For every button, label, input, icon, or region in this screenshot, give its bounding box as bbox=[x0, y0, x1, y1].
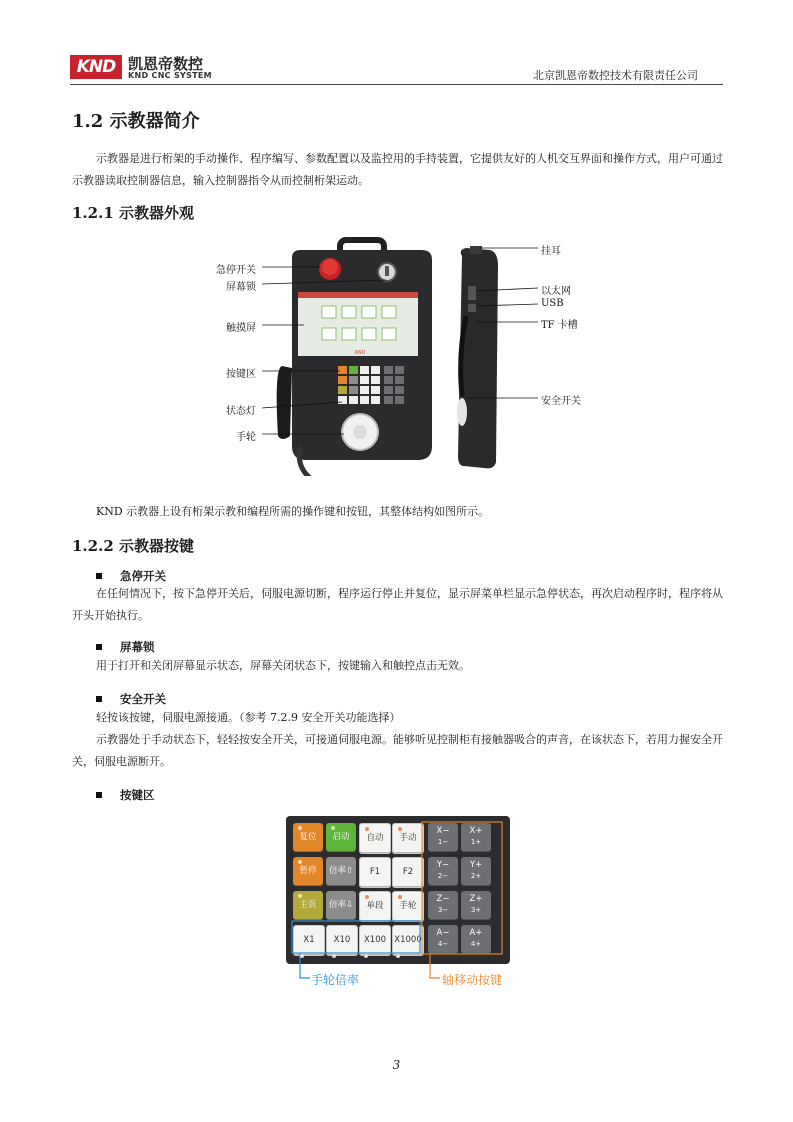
label-screen-lock: 屏幕锁 bbox=[226, 282, 256, 293]
item-title-screen-lock bbox=[96, 639, 155, 655]
axis-key-sub: 4− bbox=[437, 940, 449, 948]
bullet-square-icon bbox=[96, 696, 102, 702]
axis-key-main: Y− bbox=[436, 860, 450, 870]
page-number: 3 bbox=[392, 1058, 401, 1072]
label-keypad-area: 按键区 bbox=[226, 369, 256, 380]
item-title-text: 急停开关 bbox=[120, 569, 166, 583]
label-ethernet: 以太网 bbox=[541, 286, 571, 297]
label-axis-keys: 轴移动按键 bbox=[442, 973, 503, 987]
key-label: 自动 bbox=[366, 833, 384, 843]
item-text-safety-switch: 轻按该按键，伺服电源接通。（参考 7.2.9 安全开关功能选择） bbox=[96, 711, 401, 724]
item-text-screen-lock: 用于打开和关闭屏幕显示状态，屏幕关闭状态下，按键输入和触控点击无效。 bbox=[96, 659, 470, 672]
logo-english-name: KND CNC SYSTEM bbox=[128, 71, 212, 80]
axis-key-sub: 2+ bbox=[470, 872, 482, 880]
key-label: 主页 bbox=[299, 900, 317, 910]
bullet-square-icon bbox=[96, 644, 102, 650]
key-label: X10 bbox=[333, 935, 351, 945]
key-label: X1 bbox=[303, 935, 315, 945]
item-title-text: 屏幕锁 bbox=[120, 640, 155, 654]
key-label: 倍率⇩ bbox=[328, 900, 354, 910]
item-title-text: 按键区 bbox=[120, 788, 155, 802]
label-tf-slot: TF 卡槽 bbox=[541, 320, 578, 331]
item-title-safety-switch bbox=[96, 691, 166, 707]
bullet-square-icon bbox=[96, 573, 102, 579]
label-handwheel-rate: 手轮倍率 bbox=[311, 973, 360, 987]
figure-caption: KND 示教器上设有桁架示教和编程所需的操作键和按钮，其整体结构如图所示。 bbox=[96, 505, 490, 518]
key-label: X100 bbox=[363, 935, 387, 945]
key-label: 单段 bbox=[366, 901, 384, 911]
pendant-figure bbox=[200, 236, 600, 476]
key-label: F1 bbox=[369, 867, 381, 877]
header-divider bbox=[70, 84, 723, 85]
label-status-light: 状态灯 bbox=[226, 406, 256, 417]
axis-key-main: Y+ bbox=[469, 860, 483, 870]
axis-key-main: Z+ bbox=[469, 894, 483, 904]
axis-key-sub: 1+ bbox=[470, 838, 482, 846]
axis-key-sub: 4+ bbox=[470, 940, 482, 948]
item-title-estop bbox=[96, 568, 166, 584]
label-touchscreen: 触摸屏 bbox=[226, 323, 256, 334]
screen-brand: KND bbox=[354, 350, 366, 356]
pendant-illustration bbox=[200, 236, 600, 476]
axis-key-main: X+ bbox=[469, 826, 483, 836]
intro-paragraph: 示教器是进行桁架的手动操作、程序编写、参数配置以及监控用的手持装置，它提供友好的人机交互界面和操作方式，用户可通过示教器读取控制器信息，输入控制器指令从而控制桁架运动。 bbox=[72, 152, 723, 187]
key-label: 复位 bbox=[299, 832, 317, 842]
logo-chinese-name: 凯恩帝数控 bbox=[128, 55, 204, 73]
label-handwheel: 手轮 bbox=[236, 432, 256, 443]
item-text-safety-switch-detail: 示教器处于手动状态下，轻轻按安全开关，可接通伺服电源。能够听见控制柜有接触器吸合的声音，在该状态下，若用力握安全开关，伺服电源断开。 bbox=[72, 733, 723, 768]
label-usb: USB bbox=[541, 298, 564, 309]
axis-key-main: X− bbox=[436, 826, 450, 836]
item-title-keypad bbox=[96, 787, 155, 803]
subsection-title-keys: 1.2.2 示教器按键 bbox=[72, 537, 194, 555]
label-safety-switch: 安全开关 bbox=[541, 396, 581, 407]
bullet-square-icon bbox=[96, 792, 102, 798]
item-title-text: 安全开关 bbox=[120, 692, 166, 706]
key-label: 启动 bbox=[332, 832, 350, 842]
label-estop: 急停开关 bbox=[216, 265, 256, 276]
key-label: X1000 bbox=[394, 935, 422, 945]
axis-key-main: A− bbox=[436, 928, 450, 938]
axis-key-main: Z− bbox=[436, 894, 450, 904]
key-label: 暂停 bbox=[299, 866, 317, 876]
key-label: 手动 bbox=[399, 833, 417, 843]
logo-mark: KND bbox=[70, 55, 122, 79]
item-text-estop: 在任何情况下，按下急停开关后，伺服电源切断，程序运行停止并复位，显示屏菜单栏显示急停状态，再次启动程序时，程序将从开头开始执行。 bbox=[72, 587, 723, 622]
subsection-title-appearance: 1.2.1 示教器外观 bbox=[72, 204, 194, 222]
section-title: 1.2 示教器简介 bbox=[72, 111, 200, 132]
axis-key-sub: 3+ bbox=[470, 906, 482, 914]
axis-key-sub: 1− bbox=[437, 838, 449, 846]
key-label: F2 bbox=[402, 867, 414, 877]
key-label: 手轮 bbox=[399, 901, 417, 911]
label-hanging-ear: 挂耳 bbox=[541, 246, 561, 257]
axis-key-sub: 3− bbox=[437, 906, 449, 914]
company-name: 北京凯恩帝数控技术有限责任公司 bbox=[533, 69, 698, 82]
axis-key-main: A+ bbox=[469, 928, 483, 938]
key-label: 倍率⇧ bbox=[328, 866, 354, 876]
axis-key-sub: 2− bbox=[437, 872, 449, 880]
